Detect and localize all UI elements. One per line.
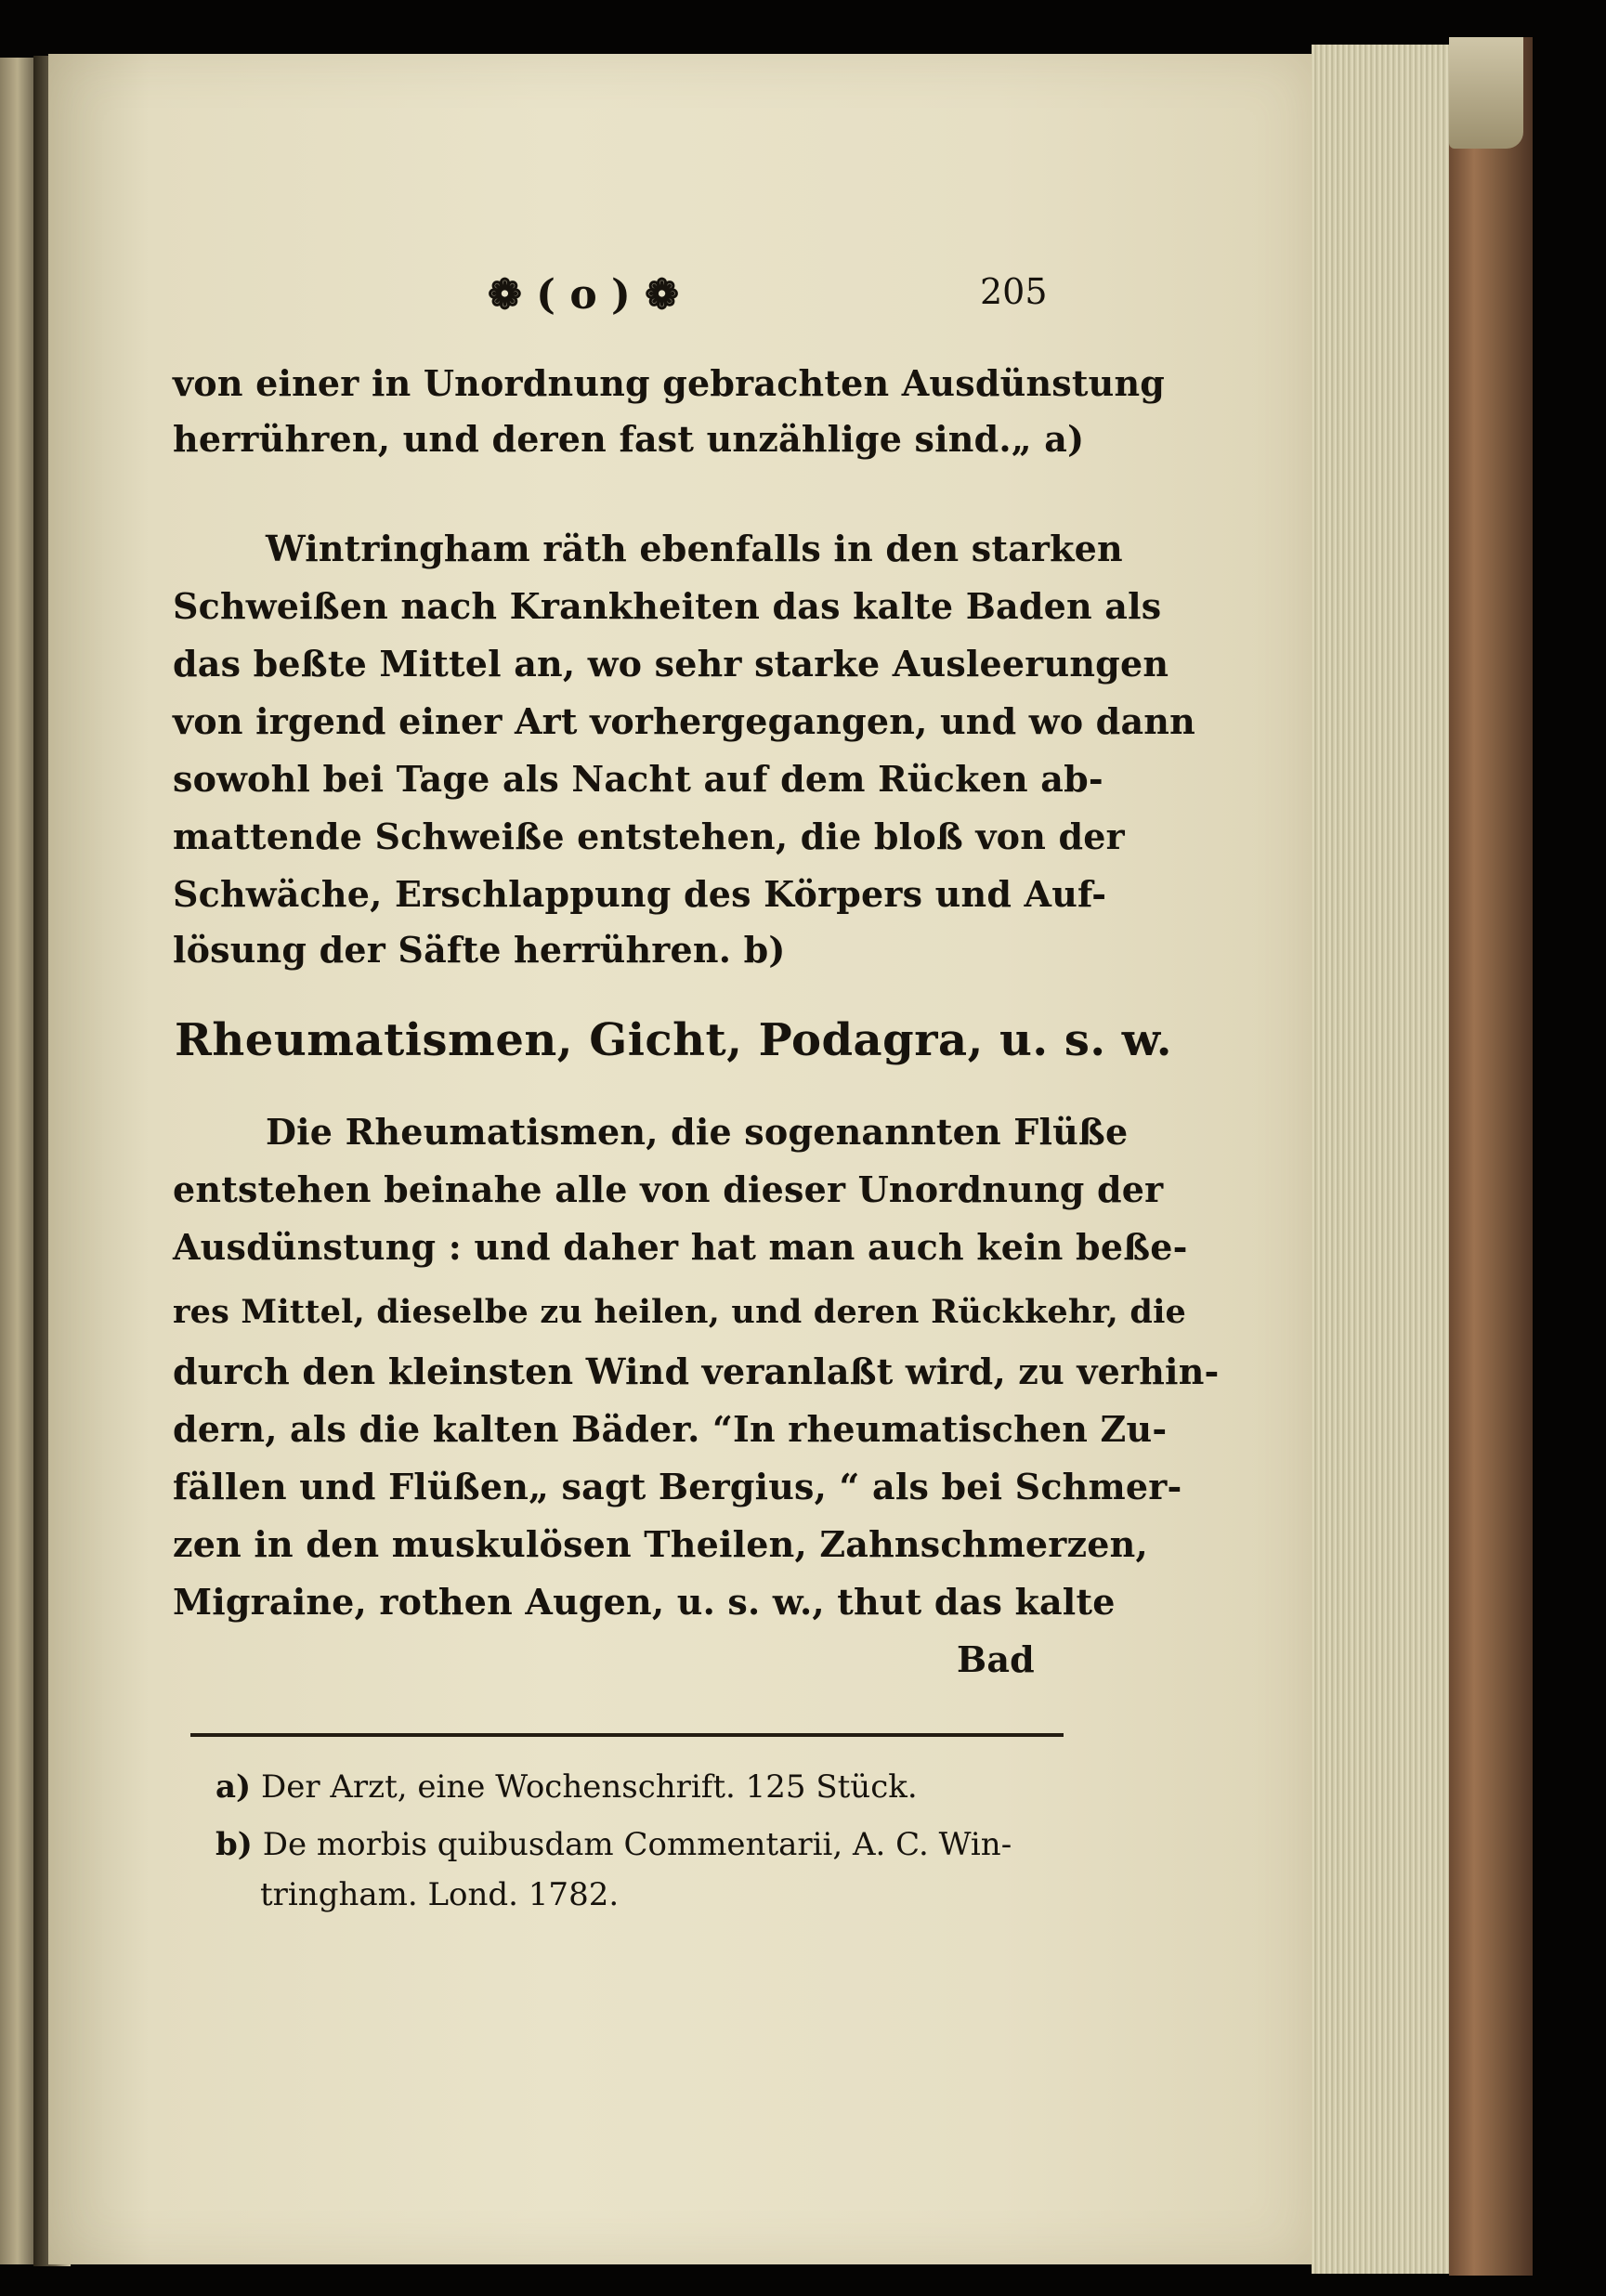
text-line: das beßte Mittel an, wo sehr starke Ausleerungen [173, 643, 1169, 685]
section-heading: Rheumatismen, Gicht, Podagra, u. s. w. [175, 1014, 1172, 1066]
footnote [215, 1826, 1012, 1863]
text-line: von einer in Unordnung gebrachten Ausdünstung [173, 362, 1166, 404]
page-edges-stack [1312, 45, 1451, 2274]
footnote-label: b) [215, 1826, 253, 1863]
catchword: Bad [957, 1638, 1035, 1680]
footnote [260, 1876, 619, 1913]
text-line: herrühren, und deren fast unzählige sind.„ a) [173, 418, 1085, 460]
footnote-label: a) [215, 1768, 252, 1806]
running-head: ❁ ( o ) ❁ [488, 271, 679, 319]
footnote [215, 1768, 918, 1806]
text-line: Schwäche, Erschlappung des Körpers und Auf- [173, 873, 1107, 915]
text-line: Ausdünstung : und daher hat man auch kein beße- [173, 1226, 1188, 1268]
text-line: entstehen beinahe alle von dieser Unordnung der [173, 1168, 1164, 1210]
text-line: dern, als die kalten Bäder. “In rheumatischen Zu- [173, 1408, 1168, 1450]
footnote-text: Der Arzt, eine Wochenschrift. 125 Stück. [260, 1768, 918, 1806]
text-line: fällen und Flüßen„ sagt Bergius, “ als bei Schmer- [173, 1466, 1182, 1507]
book-headband [1449, 37, 1523, 149]
text-line: res Mittel, dieselbe zu heilen, und deren Rückkehr, die [173, 1293, 1187, 1331]
text-line: von irgend einer Art vorhergegangen, und wo dann [173, 700, 1195, 742]
text-line: durch den kleinsten Wind veranlaßt wird, zu verhin- [173, 1350, 1220, 1392]
page-number: 205 [980, 271, 1048, 312]
text-line: Migraine, rothen Augen, u. s. w., thut das kalte [173, 1581, 1116, 1623]
text-line: sowohl bei Tage als Nacht auf dem Rücken ab- [173, 758, 1103, 800]
footnote-text: De morbis quibusdam Commentarii, A. C. Win- [262, 1826, 1012, 1863]
footnote-text: tringham. Lond. 1782. [260, 1876, 620, 1913]
text-line: Die Rheumatismen, die sogenannten Flüße [266, 1111, 1129, 1153]
text-line: Schweißen nach Krankheiten das kalte Baden als [173, 585, 1162, 627]
text-line: zen in den muskulösen Theilen, Zahnschmerzen, [173, 1523, 1148, 1565]
text-line: lösung der Säfte herrühren. b) [173, 929, 786, 971]
footnote-divider [190, 1733, 1064, 1737]
book-cover-edge [1449, 37, 1533, 2276]
text-line: mattende Schweiße entstehen, die bloß von der [173, 815, 1125, 857]
text-line: Wintringham räth ebenfalls in den starken [266, 528, 1123, 569]
